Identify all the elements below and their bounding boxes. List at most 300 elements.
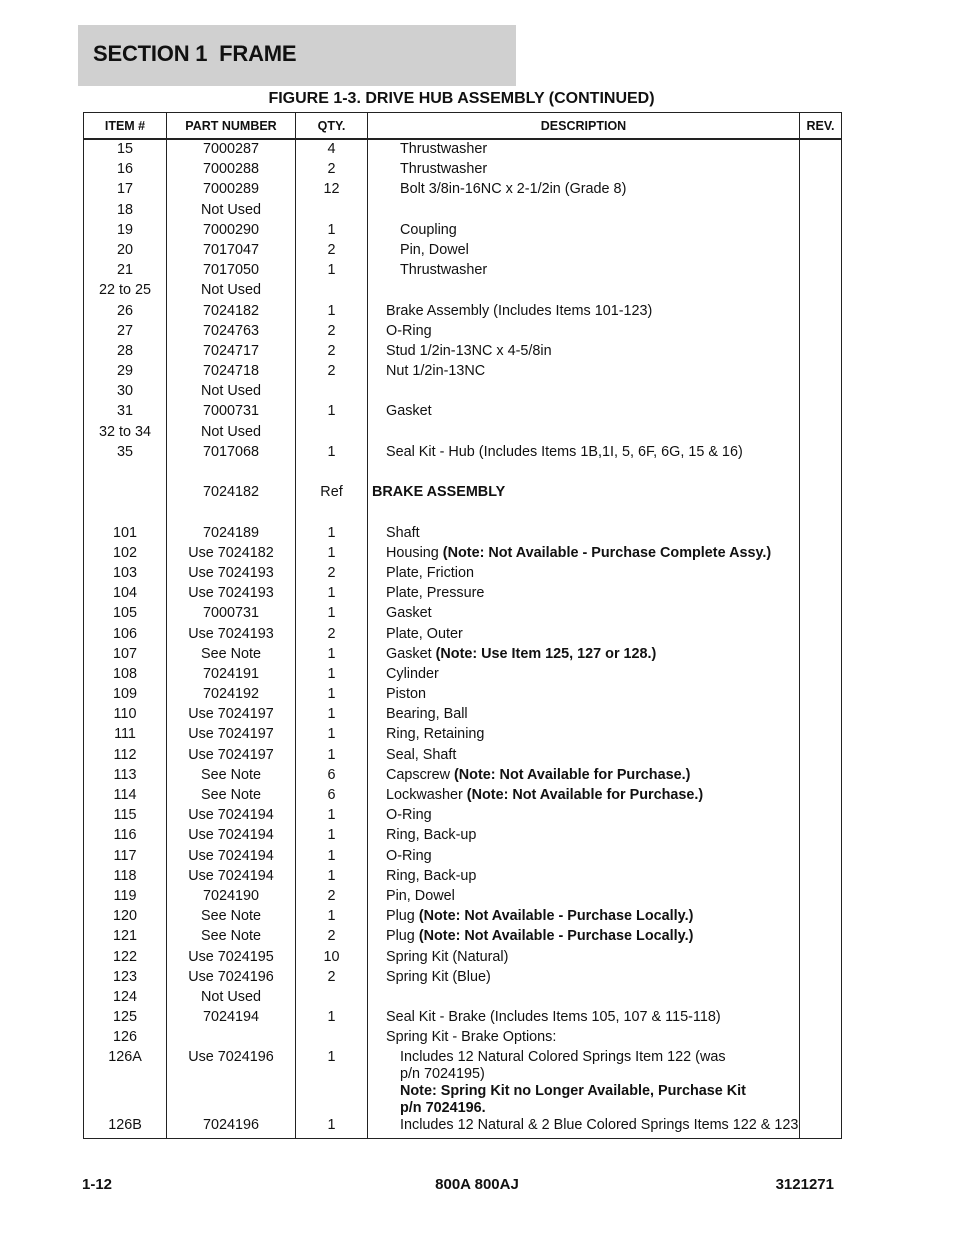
item-cell: 126B — [84, 1117, 167, 1138]
part-number-cell: Use 7024197 — [167, 747, 296, 767]
description-cell — [368, 605, 800, 625]
table-row — [84, 706, 842, 726]
description-text: Spring Kit (Natural) — [386, 948, 509, 965]
description-cell — [368, 626, 800, 646]
description-cell — [368, 646, 800, 666]
table-row — [84, 686, 842, 706]
description-line — [368, 706, 799, 723]
table-row — [84, 626, 842, 646]
item-cell: 27 — [84, 323, 167, 343]
description-line — [368, 585, 799, 602]
description-text: Includes 12 Natural & 2 Blue Colored Springs Items 122 & 123 — [400, 1117, 799, 1134]
table-row — [84, 1049, 842, 1117]
part-number-cell: Use 7024197 — [167, 726, 296, 746]
header-description: DESCRIPTION — [368, 113, 800, 140]
item-cell: 126 — [84, 1029, 167, 1049]
header-part-number: PART NUMBER — [167, 113, 296, 140]
description-cell — [368, 444, 800, 464]
description-text: Spring Kit (Blue) — [386, 968, 491, 985]
description-note: (Note: Not Available - Purchase Complete Assy.) — [442, 544, 772, 561]
description-text: Gasket — [386, 605, 432, 622]
rev-cell — [800, 525, 842, 545]
description-line — [368, 787, 799, 804]
description-cell — [368, 1049, 800, 1117]
description-cell — [368, 868, 800, 888]
item-cell: 115 — [84, 807, 167, 827]
item-cell — [84, 504, 167, 524]
rev-cell — [800, 464, 842, 484]
item-cell: 120 — [84, 908, 167, 928]
table-row — [84, 969, 842, 989]
rev-cell — [800, 908, 842, 928]
table-row — [84, 726, 842, 746]
rev-cell — [800, 139, 842, 161]
description-cell — [368, 222, 800, 242]
item-cell: 121 — [84, 928, 167, 948]
qty-cell: 1 — [296, 666, 368, 686]
description-text: Capscrew — [386, 766, 454, 783]
rev-cell — [800, 403, 842, 423]
description-cell — [368, 363, 800, 383]
description-cell — [368, 726, 800, 746]
description-text: Gasket — [386, 645, 436, 662]
table-row — [84, 262, 842, 282]
description-cell — [368, 1029, 800, 1049]
item-cell: 103 — [84, 565, 167, 585]
table-row — [84, 202, 842, 222]
qty-cell — [296, 1029, 368, 1049]
footer-doc-number: 3121271 — [775, 1176, 834, 1193]
qty-cell: 1 — [296, 1049, 368, 1117]
qty-cell: 1 — [296, 646, 368, 666]
item-cell: 19 — [84, 222, 167, 242]
description-cell — [368, 827, 800, 847]
table-row — [84, 222, 842, 242]
rev-cell — [800, 565, 842, 585]
description-text: Plug — [386, 908, 419, 925]
rev-cell — [800, 202, 842, 222]
description-note: (Note: Use Item 125, 127 or 128.) — [435, 645, 657, 662]
qty-cell: 1 — [296, 585, 368, 605]
table-row — [84, 504, 842, 524]
qty-cell: 1 — [296, 303, 368, 323]
table-row — [84, 403, 842, 423]
table-row — [84, 989, 842, 1009]
description-text: Thrustwasher — [400, 141, 488, 157]
description-cell — [368, 686, 800, 706]
part-number-cell: Use 7024194 — [167, 868, 296, 888]
qty-cell: 1 — [296, 726, 368, 746]
description-line — [368, 646, 799, 663]
item-cell: 112 — [84, 747, 167, 767]
part-number-cell: Use 7024193 — [167, 626, 296, 646]
table-row — [84, 949, 842, 969]
part-number-cell — [167, 504, 296, 524]
description-cell — [368, 161, 800, 181]
table-row — [84, 767, 842, 787]
table-row — [84, 888, 842, 908]
qty-cell: 2 — [296, 323, 368, 343]
qty-cell — [296, 202, 368, 222]
item-cell: 114 — [84, 787, 167, 807]
item-cell: 26 — [84, 303, 167, 323]
part-number-cell: Use 7024196 — [167, 969, 296, 989]
rev-cell — [800, 484, 842, 504]
part-number-cell: 7024191 — [167, 666, 296, 686]
part-number-cell: 7017068 — [167, 444, 296, 464]
part-number-cell: Use 7024182 — [167, 545, 296, 565]
parts-table — [83, 112, 842, 1139]
rev-cell — [800, 181, 842, 201]
part-number-cell: Not Used — [167, 282, 296, 302]
description-line — [368, 141, 799, 158]
rev-cell — [800, 989, 842, 1009]
part-number-cell: 7000289 — [167, 181, 296, 201]
rev-cell — [800, 1117, 842, 1138]
rev-cell — [800, 686, 842, 706]
table-row — [84, 868, 842, 888]
rev-cell — [800, 767, 842, 787]
description-cell — [368, 242, 800, 262]
section-title: SECTION 1 FRAME — [93, 41, 297, 66]
table-row — [84, 242, 842, 262]
part-number-cell: Use 7024194 — [167, 827, 296, 847]
part-number-cell: Use 7024193 — [167, 565, 296, 585]
rev-cell — [800, 726, 842, 746]
item-cell: 119 — [84, 888, 167, 908]
description-text: Pin, Dowel — [400, 241, 469, 258]
qty-cell: 1 — [296, 525, 368, 545]
description-text: Bolt 3/8in-16NC x 2-1/2in (Grade 8) — [400, 181, 627, 198]
part-number-cell — [167, 1029, 296, 1049]
item-cell: 122 — [84, 949, 167, 969]
qty-cell: 1 — [296, 706, 368, 726]
description-cell — [368, 323, 800, 343]
part-number-cell: Not Used — [167, 202, 296, 222]
rev-cell — [800, 605, 842, 625]
part-number-cell: 7017047 — [167, 242, 296, 262]
part-number-cell: 7024182 — [167, 484, 296, 504]
description-line — [368, 181, 799, 198]
description-text: Shaft — [386, 524, 420, 541]
description-text: BRAKE ASSEMBLY — [372, 484, 506, 501]
description-line — [368, 726, 799, 743]
part-number-cell: 7024182 — [167, 303, 296, 323]
item-cell: 111 — [84, 726, 167, 746]
description-cell — [368, 383, 800, 403]
table-row — [84, 646, 842, 666]
part-number-cell: 7024196 — [167, 1117, 296, 1138]
qty-cell: 10 — [296, 949, 368, 969]
table-row — [84, 1009, 842, 1029]
description-cell — [368, 262, 800, 282]
description-cell — [368, 807, 800, 827]
description-line: p/n 7024195) — [400, 1066, 485, 1083]
rev-cell — [800, 444, 842, 464]
rev-cell — [800, 626, 842, 646]
table-row — [84, 303, 842, 323]
description-line — [368, 444, 799, 461]
part-number-cell: 7024194 — [167, 1009, 296, 1029]
item-cell: 31 — [84, 403, 167, 423]
rev-cell — [800, 1029, 842, 1049]
table-row — [84, 908, 842, 928]
description-cell — [368, 139, 800, 161]
table-row — [84, 1029, 842, 1049]
item-cell: 29 — [84, 363, 167, 383]
qty-cell: 1 — [296, 807, 368, 827]
description-text: Plate, Pressure — [386, 585, 485, 602]
description-text: Plug — [386, 928, 419, 945]
description-cell — [368, 343, 800, 363]
part-number-cell: 7024190 — [167, 888, 296, 908]
part-number-cell: Use 7024195 — [167, 949, 296, 969]
qty-cell: 2 — [296, 928, 368, 948]
description-text: Spring Kit - Brake Options: — [386, 1029, 557, 1046]
rev-cell — [800, 787, 842, 807]
qty-cell — [296, 383, 368, 403]
description-text: Stud 1/2in-13NC x 4-5/8in — [386, 342, 552, 359]
description-cell — [368, 969, 800, 989]
description-line — [368, 626, 799, 643]
rev-cell — [800, 585, 842, 605]
rev-cell — [800, 827, 842, 847]
qty-cell: 2 — [296, 343, 368, 363]
description-text: O-Ring — [386, 322, 432, 339]
rev-cell — [800, 928, 842, 948]
qty-cell: 1 — [296, 545, 368, 565]
description-line — [368, 747, 799, 764]
table-row — [84, 807, 842, 827]
description-line: Includes 12 Natural Colored Springs Item 122 (was — [400, 1049, 726, 1066]
qty-cell: 1 — [296, 686, 368, 706]
table-row — [84, 383, 842, 403]
table-row — [84, 525, 842, 545]
item-cell: 101 — [84, 525, 167, 545]
item-cell — [84, 484, 167, 504]
part-number-cell: 7017050 — [167, 262, 296, 282]
qty-cell — [296, 464, 368, 484]
item-cell: 18 — [84, 202, 167, 222]
rev-cell — [800, 323, 842, 343]
description-cell — [368, 888, 800, 908]
description-text: Lockwasher — [386, 787, 467, 803]
qty-cell: 1 — [296, 848, 368, 868]
description-text: Pin, Dowel — [386, 887, 455, 904]
qty-cell: 1 — [296, 868, 368, 888]
part-number-cell — [167, 464, 296, 484]
description-line — [368, 484, 799, 501]
rev-cell — [800, 504, 842, 524]
section-banner — [78, 25, 516, 86]
rev-cell — [800, 222, 842, 242]
footer-page-number: 1-12 — [82, 1176, 113, 1193]
qty-cell: 1 — [296, 262, 368, 282]
qty-cell: 1 — [296, 908, 368, 928]
part-number-cell: 7000290 — [167, 222, 296, 242]
table-row — [84, 827, 842, 847]
header-rev: REV. — [800, 113, 842, 140]
item-cell: 125 — [84, 1009, 167, 1029]
description-line — [368, 969, 799, 986]
description-cell — [368, 787, 800, 807]
rev-cell — [800, 848, 842, 868]
item-cell: 17 — [84, 181, 167, 201]
qty-cell: 1 — [296, 1117, 368, 1138]
part-number-cell: 7000731 — [167, 605, 296, 625]
description-cell — [368, 585, 800, 605]
table-row — [84, 181, 842, 201]
description-line — [368, 827, 799, 844]
description-note: (Note: Not Available - Purchase Locally.) — [418, 908, 694, 925]
item-cell: 15 — [84, 139, 167, 161]
description-note: (Note: Not Available for Purchase.) — [466, 787, 704, 803]
description-cell — [368, 747, 800, 767]
description-line — [368, 928, 799, 945]
table-row — [84, 363, 842, 383]
description-text: Seal, Shaft — [386, 746, 457, 763]
qty-cell: 1 — [296, 1009, 368, 1029]
description-text: Plate, Friction — [386, 564, 474, 581]
rev-cell — [800, 747, 842, 767]
qty-cell: 2 — [296, 565, 368, 585]
qty-cell: 2 — [296, 888, 368, 908]
description-cell — [368, 545, 800, 565]
item-cell: 107 — [84, 646, 167, 666]
rev-cell — [800, 949, 842, 969]
item-cell: 28 — [84, 343, 167, 363]
description-cell — [368, 484, 800, 504]
table-row — [84, 1117, 842, 1138]
qty-cell: 2 — [296, 363, 368, 383]
description-text: Gasket — [386, 403, 432, 420]
table-row — [84, 424, 842, 444]
table-row — [84, 545, 842, 565]
table-row — [84, 343, 842, 363]
qty-cell: 1 — [296, 444, 368, 464]
qty-cell: 12 — [296, 181, 368, 201]
item-cell: 30 — [84, 383, 167, 403]
rev-cell — [800, 242, 842, 262]
description-line — [368, 545, 799, 562]
rev-cell — [800, 888, 842, 908]
rev-cell — [800, 969, 842, 989]
rev-cell — [800, 424, 842, 444]
item-cell: 109 — [84, 686, 167, 706]
description-cell — [368, 181, 800, 201]
header-item: ITEM # — [84, 113, 167, 140]
table-row — [84, 928, 842, 948]
description-line — [368, 323, 799, 340]
rev-cell — [800, 666, 842, 686]
qty-cell: Ref — [296, 484, 368, 504]
qty-cell — [296, 282, 368, 302]
qty-cell: 2 — [296, 242, 368, 262]
qty-cell: 6 — [296, 767, 368, 787]
description-cell — [368, 525, 800, 545]
part-number-cell: 7000288 — [167, 161, 296, 181]
item-cell: 104 — [84, 585, 167, 605]
description-line — [368, 403, 799, 420]
item-cell: 20 — [84, 242, 167, 262]
description-line — [368, 222, 799, 239]
rev-cell — [800, 1049, 842, 1117]
rev-cell — [800, 383, 842, 403]
description-cell — [368, 989, 800, 1009]
description-text: Thrustwasher — [400, 262, 488, 279]
description-cell — [368, 282, 800, 302]
item-cell: 105 — [84, 605, 167, 625]
description-line — [368, 303, 799, 320]
table-row — [84, 605, 842, 625]
qty-cell: 6 — [296, 787, 368, 807]
description-cell — [368, 949, 800, 969]
description-line — [368, 686, 799, 703]
description-text: Plate, Outer — [386, 625, 463, 642]
table-row — [84, 139, 842, 161]
part-number-cell: 7024718 — [167, 363, 296, 383]
part-number-cell: 7024717 — [167, 343, 296, 363]
item-cell: 32 to 34 — [84, 424, 167, 444]
item-cell: 16 — [84, 161, 167, 181]
part-number-cell: Use 7024194 — [167, 848, 296, 868]
description-cell — [368, 706, 800, 726]
part-number-cell: See Note — [167, 908, 296, 928]
item-cell: 124 — [84, 989, 167, 1009]
qty-cell: 1 — [296, 222, 368, 242]
item-cell: 102 — [84, 545, 167, 565]
item-cell: 116 — [84, 827, 167, 847]
description-line — [368, 1009, 799, 1026]
rev-cell — [800, 282, 842, 302]
part-number-cell: Use 7024197 — [167, 706, 296, 726]
part-number-cell: Not Used — [167, 424, 296, 444]
description-line — [368, 161, 799, 178]
description-line — [368, 262, 799, 279]
description-text: O-Ring — [386, 807, 432, 824]
qty-cell: 2 — [296, 626, 368, 646]
parts-table-body — [84, 139, 842, 1138]
description-cell — [368, 464, 800, 484]
part-number-cell: 7000287 — [167, 139, 296, 161]
qty-cell: 4 — [296, 139, 368, 161]
item-cell: 117 — [84, 848, 167, 868]
table-row — [84, 444, 842, 464]
description-line — [368, 949, 799, 966]
rev-cell — [800, 343, 842, 363]
table-row — [84, 848, 842, 868]
qty-cell — [296, 424, 368, 444]
description-line — [368, 908, 799, 925]
description-text: Ring, Back-up — [386, 867, 477, 884]
item-cell: 22 to 25 — [84, 282, 167, 302]
part-number-cell: See Note — [167, 787, 296, 807]
figure-title: FIGURE 1-3. DRIVE HUB ASSEMBLY (CONTINUED) — [268, 90, 655, 107]
item-cell: 21 — [84, 262, 167, 282]
qty-cell: 1 — [296, 747, 368, 767]
description-text: Thrustwasher — [400, 161, 488, 178]
description-text: Ring, Back-up — [386, 827, 477, 844]
description-cell — [368, 1009, 800, 1029]
item-cell: 110 — [84, 706, 167, 726]
part-number-cell: 7000731 — [167, 403, 296, 423]
qty-cell — [296, 989, 368, 1009]
description-note: (Note: Not Available - Purchase Locally.) — [418, 928, 694, 945]
description-text: Nut 1/2in-13NC — [386, 363, 486, 380]
part-number-cell: See Note — [167, 646, 296, 666]
table-row — [84, 282, 842, 302]
qty-cell: 2 — [296, 161, 368, 181]
